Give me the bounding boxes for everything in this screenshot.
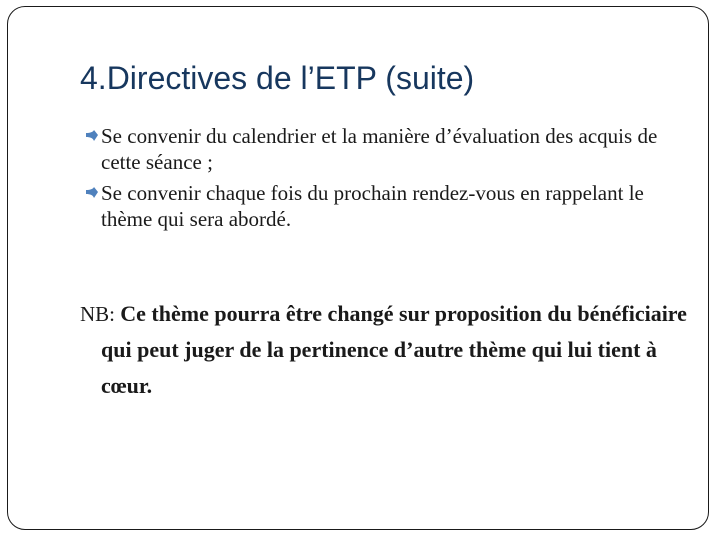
bullet-text: Se convenir du calendrier et la manière d’évaluation des acquis de cette séance ; <box>101 124 658 174</box>
bullet-text: Se convenir chaque fois du prochain rendez-vous en rappelant le thème qui sera abordé. <box>101 181 644 231</box>
slide-title: 4.Directives de l’ETP (suite) <box>80 60 475 96</box>
bullet-item <box>80 180 680 232</box>
arrow-bullet-icon <box>84 123 100 149</box>
note-text: Ce thème pourra être changé sur proposition du bénéficiaire qui peut juger de la pertinence d’autre thème qui lui tient à cœur. <box>101 301 687 398</box>
bullet-list <box>80 123 680 237</box>
note-prefix: NB: <box>80 302 121 326</box>
bullet-item <box>80 123 680 175</box>
note-paragraph <box>80 296 701 404</box>
arrow-bullet-icon <box>84 180 100 206</box>
